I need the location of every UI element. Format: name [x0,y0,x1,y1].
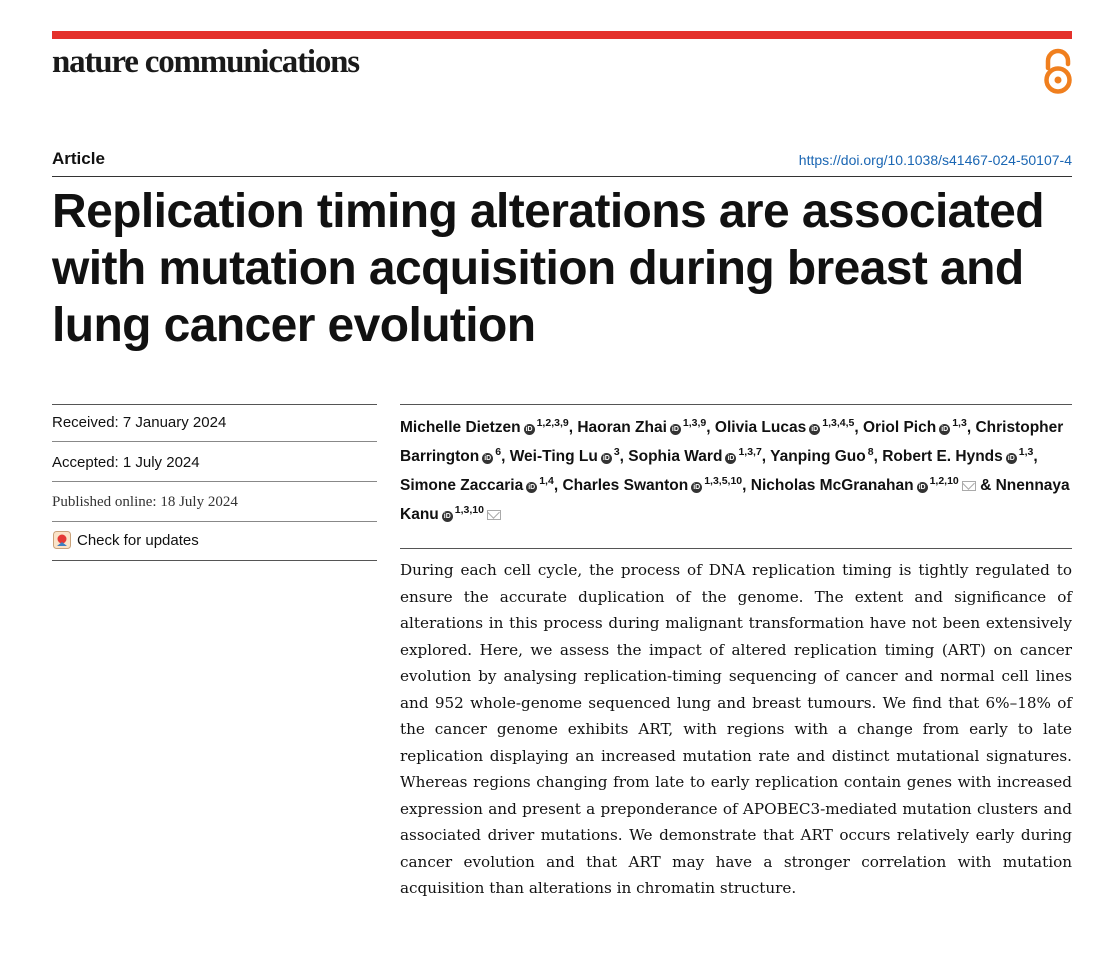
author-separator: , [966,419,976,436]
author-name[interactable]: Robert E. Hynds [882,448,1003,465]
email-icon[interactable] [962,481,976,491]
received-date: Received: 7 January 2024 [52,414,227,431]
meta-divider-top [52,404,377,405]
author-name[interactable]: Wei-Ting Lu [509,448,598,465]
orcid-icon[interactable]: iD [1007,455,1015,462]
author-separator: , [501,448,510,465]
article-type: Article [52,149,105,168]
author-name[interactable]: Michelle Dietzen [400,419,521,436]
author-name[interactable]: Olivia Lucas [714,419,807,436]
journal-accent-bar [52,31,1072,39]
abstract-divider [400,548,1072,549]
orcid-icon[interactable]: iD [484,455,492,462]
author-separator: , [568,419,578,436]
affiliation-number[interactable]: 1,4 [539,475,554,487]
author-name[interactable]: Haoran Zhai [577,419,667,436]
author-name[interactable]: Yanping Guo [770,448,866,465]
affiliation-number[interactable]: 1,3,9 [682,417,707,429]
author-name[interactable]: Nicholas McGranahan [750,477,914,494]
author-entry [770,448,873,465]
meta-divider [52,441,377,442]
doi-link[interactable]: https://doi.org/10.1038/s41467-024-50107-4 [798,152,1072,168]
author-name[interactable]: Christopher Barrington [400,419,1064,465]
author-entry [400,477,554,494]
orcid-icon[interactable]: iD [941,426,949,433]
affiliation-number[interactable]: 1,3 [1018,446,1034,458]
email-icon[interactable] [487,510,501,520]
author-entry [882,448,1033,465]
open-access-icon [1038,48,1078,96]
article-title: Replication timing alterations are associated with mutation acquisition during breast and lung cancer evolution [52,185,1044,352]
author-and: & [980,477,996,494]
author-separator: , [619,448,629,465]
affiliation-number[interactable]: 1,2,3,9 [536,417,569,429]
orcid-icon[interactable]: iD [671,426,679,433]
orcid-icon[interactable]: iD [727,455,735,462]
author-separator: , [761,448,771,465]
author-separator: , [742,477,751,494]
affiliation-number[interactable]: 1,2,10 [929,475,959,487]
author-separator: , [873,448,883,465]
check-for-updates-button[interactable]: Check for updates [77,532,199,549]
author-entry [577,419,706,436]
author-entry [628,448,762,465]
affiliation-number[interactable]: 1,3,4,5 [822,417,855,429]
orcid-icon[interactable]: iD [918,484,926,491]
authors-divider-top [400,404,1072,405]
author-separator: , [706,419,715,436]
orcid-icon[interactable]: iD [602,455,610,462]
author-separator: , [1033,448,1038,465]
author-entry [751,477,976,494]
author-entry [510,448,620,465]
author-entry [400,419,569,436]
affiliation-number[interactable]: 1,3 [952,417,967,429]
published-date: Published online: 18 July 2024 [52,494,238,510]
affiliation-number[interactable]: 6 [495,446,502,458]
header-divider [52,176,1072,177]
orcid-icon[interactable]: iD [693,484,701,491]
affiliation-number[interactable]: 1,3,5,10 [704,475,743,487]
author-separator: , [854,419,863,436]
author-entry [562,477,742,494]
abstract-text: During each cell cycle, the process of DNA replication timing is tightly regulated to ensure the accurate duplication of the genome. The extent and significance of alterations in this process during malignant transformation have not been extensively explored. Here, we assess the impact of altered replication timing (ART) on cancer evolution by analysing replication-timing sequencing of cancer and normal cell lines and 952 whole-genome sequenced lung and breast tumours. We find that 6%–18% of the cancer genome exhibits ART, with regions with a change from early to late replication displaying an increased mutation rate and distinct mutational signatures. Whereas regions changing from late to early replication contain genes with increased expression and present a preponderance of APOBEC3-mediated mutation clusters and associated driver mutations. We demonstrate that ART occurs relatively early during cancer evolution and that ART may have a stronger correlation with mutation acquisition than alterations in chromatin structure. [400,561,1072,897]
orcid-icon[interactable]: iD [443,513,451,520]
orcid-icon[interactable]: iD [528,484,536,491]
author-name[interactable]: Sophia Ward [628,448,723,465]
meta-divider [52,481,377,482]
meta-divider [52,521,377,522]
affiliation-number[interactable]: 1,3,10 [454,504,484,516]
author-list [400,411,1080,527]
orcid-icon[interactable]: iD [525,426,533,433]
author-name[interactable]: Nnennaya Kanu [400,477,1070,523]
affiliation-number[interactable]: 3 [613,446,620,458]
author-name[interactable]: Simone Zaccaria [400,477,524,494]
author-separator: , [553,477,563,494]
author-name[interactable]: Charles Swanton [562,477,689,494]
affiliation-number[interactable]: 1,3,7 [738,446,762,458]
author-name[interactable]: Oriol Pich [862,419,937,436]
orcid-icon[interactable]: iD [811,426,819,433]
check-for-updates-icon[interactable] [53,531,71,549]
journal-name[interactable]: nature communications [52,44,359,80]
meta-divider-bottom [52,560,377,561]
author-entry [715,419,854,436]
author-entry [863,419,967,436]
accepted-date: Accepted: 1 July 2024 [52,454,200,471]
affiliation-number[interactable]: 8 [867,446,874,458]
